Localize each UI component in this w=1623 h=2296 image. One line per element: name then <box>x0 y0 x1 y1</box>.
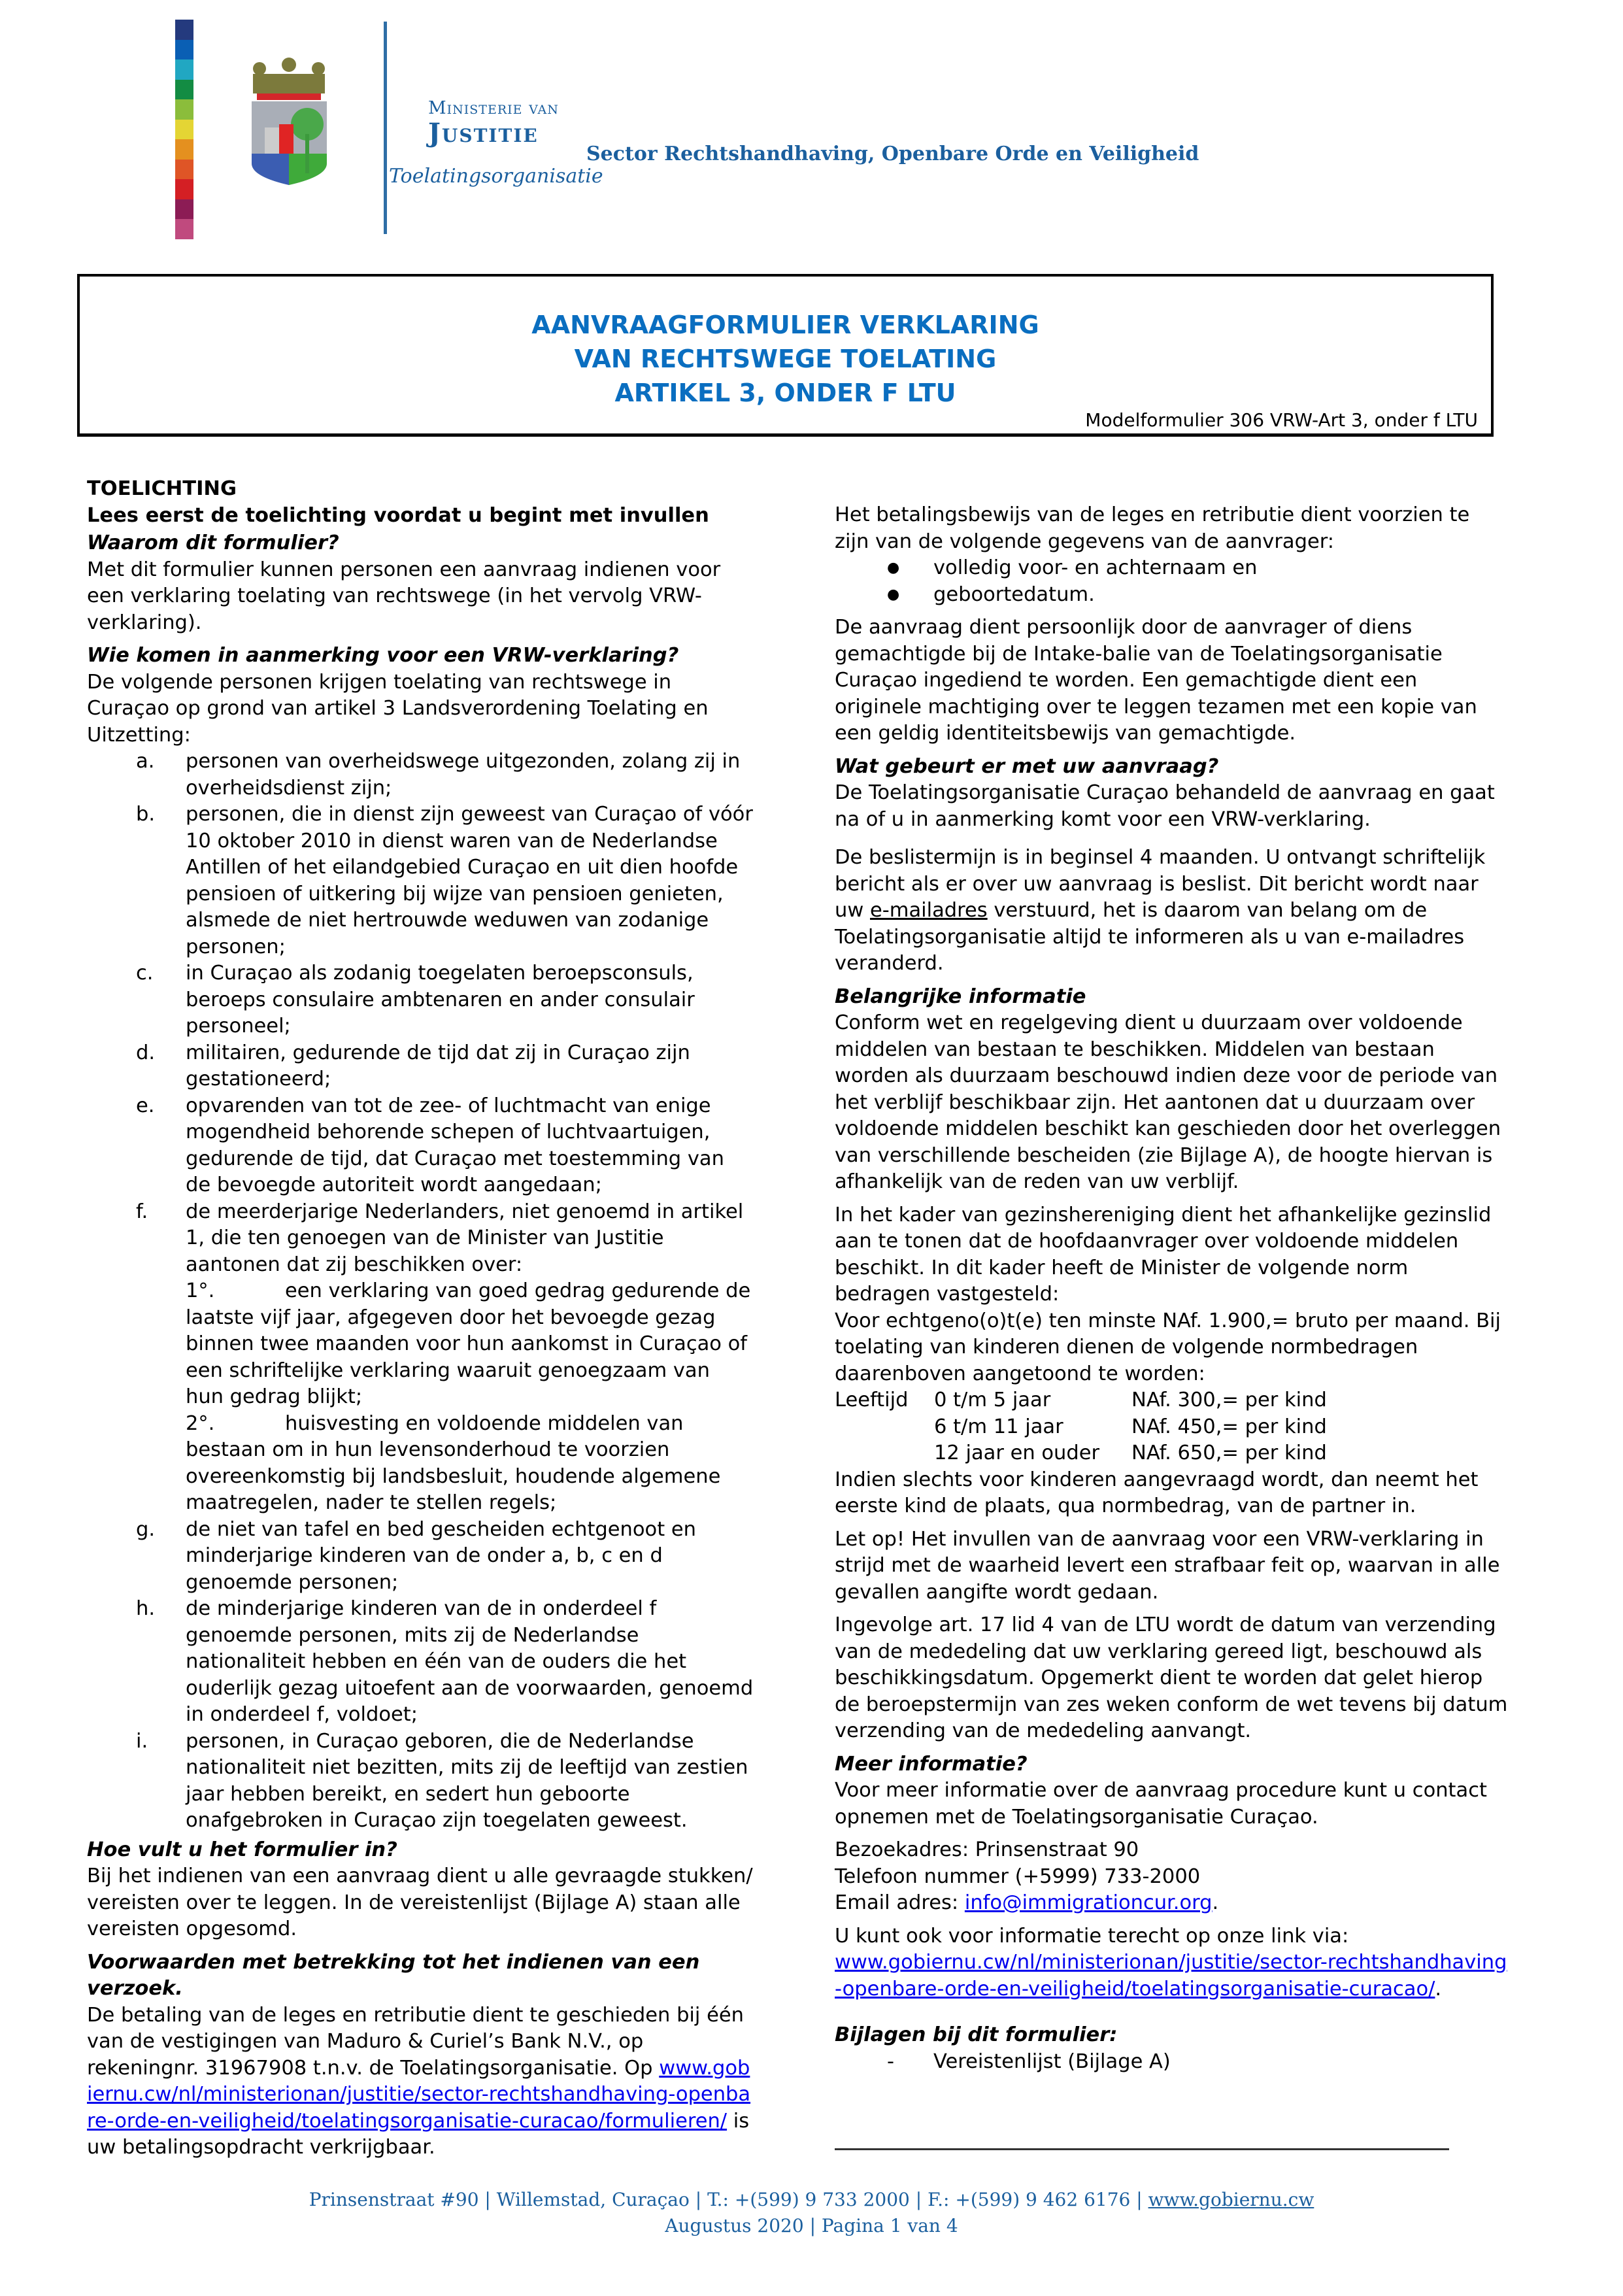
dash-icon: - <box>887 2050 895 2073</box>
paragraph-wie: De volgende personen krijgen toelating van rechtswege in Curaçao op grond van artikel 3 Landsverordening Toelating en Uitzetting: <box>87 670 709 747</box>
list-item: a. personen van overheidswege uitgezonden, zolang zij in overheidsdienst zijn; <box>136 750 741 800</box>
paragraph-beslistermijn: De beslistermijn is in beginsel 4 maanden. U ontvangt schriftelijk bericht als er over uw aanvraag is beslist. Dit bericht wordt naar uw e-mailadres verstuurd, het is daarom van belang om de Toelatingsorganisatie altijd te informeren als u van e-mailadres veranderd. <box>835 846 1486 975</box>
phone-number: Telefoon nummer (+5999) 733-2000 <box>835 1865 1201 1888</box>
table-row: 12 jaar en ouder NAf. 650,= per kind <box>934 1442 1327 1464</box>
email-link[interactable]: info@immigrationcur.org <box>964 1891 1213 1914</box>
list-item: g. de niet van tafel en bed gescheiden echtgenoot en minderjarige kinderen van de onder a, b, c en d genoemde personen; <box>136 1517 696 1594</box>
paragraph-echtgenoot: Voor echtgeno(o)t(e) ten minste NAf. 1.900,= bruto per maand. Bij toelating van kinderen dienen de volgende normbedragen daarenboven aangetoond te worden: <box>835 1309 1501 1385</box>
paragraph-aanvraag: De aanvraag dient persoonlijk door de aanvrager of diens gemachtigde bij de Intake-balie van de Toelatingsorganisatie Curaçao ingediend te worden. Een gemachtigde dient een originele machtiging over te leggen tezamen met een kopie van een geldig identiteitsbewijs van gemachtigde. <box>835 616 1477 745</box>
list-item: f. de meerderjarige Nederlanders, niet genoemd in artikel 1, die ten genoegen van de Minister van Justitie aantonen dat zij beschikken over: 1°. een verklaring van goed gedrag gedurende de laatste vijf jaar, afgegeven door het bevoegde gezag binnen twee maanden voor hun aankomst in Curaçao of een schriftelijke verklaring waaruit genoegzaam van hun gedrag blijkt; 2°. huisvesting en voldoende middelen van bestaan om in hun levensonderhoud te voorzien overeenkomstig bij landsbesluit, houdende algemene maatregelen, nader te stellen regels; <box>87 1199 754 1517</box>
heading-wat: Wat gebeurt er met uw aanvraag? <box>835 754 1219 778</box>
heading-waarom: Waarom dit formulier? <box>87 532 339 554</box>
title-box <box>77 274 1494 437</box>
color-stripe-block <box>175 40 193 60</box>
heading-wie: Wie komen in aanmerking voor een VRW-verklaring? <box>87 644 679 667</box>
color-stripe-block <box>175 20 193 40</box>
list-item: ● geboortedatum. <box>835 582 1508 609</box>
color-stripe-block <box>175 139 193 160</box>
color-stripe <box>175 20 193 239</box>
footer-page-info: Augustus 2020 | Pagina 1 van 4 <box>665 2215 958 2237</box>
table-row: Leeftijd 0 t/m 5 jaar NAf. 300,= per kind <box>835 1389 1327 1411</box>
paragraph-wat: De Toelatingsorganisatie Curaçao behandeld de aanvraag en gaat na of u in aanmerking komt voor een VRW-verklaring. <box>835 781 1495 831</box>
bullet-icon: ● <box>887 560 900 576</box>
color-stripe-block <box>175 59 193 80</box>
color-stripe-block <box>175 219 193 239</box>
payment-details-list <box>835 555 1508 608</box>
column-separator-line <box>835 2148 1449 2150</box>
title-line-2: VAN RECHTSWEGE TOELATING <box>574 345 997 373</box>
paragraph-hoe: Bij het indienen van een aanvraag dient u alle gevraagde stukken/ vereisten over te leggen. In de vereistenlijst (Bijlage A) staan alle vereisten opgesomd. <box>87 1865 753 1940</box>
bullet-icon: ● <box>887 586 900 603</box>
heading-hoe: Hoe vult u het formulier in? <box>87 1838 397 1861</box>
paragraph-waarom: Met dit formulier kunnen personen een aanvraag indienen voor een verklaring toelating van rechtswege (in het vervolg VRW-verklaring). <box>87 558 721 634</box>
sub-item: 2°. huisvesting en voldoende middelen van bestaan om in hun levensonderhoud te voorzien overeenkomstig bij landsbesluit, houdende algemene maatregelen, nader te stellen regels; <box>186 1411 721 1514</box>
eligibility-list <box>87 749 754 1834</box>
list-item: ● volledig voor- en achternaam en <box>835 555 1508 582</box>
footer-website-link[interactable]: www.gobiernu.cw <box>1148 2189 1314 2210</box>
section-heading-toelichting: TOELICHTING <box>87 477 237 500</box>
color-stripe-block <box>175 80 193 100</box>
paragraph-let-op: Let op! Het invullen van de aanvraag voor een VRW-verklaring in strijd met de waarheid levert een strafbaar feit op, waarvan in alle gevallen aangifte wordt gedaan. <box>835 1527 1500 1604</box>
forms-link[interactable]: www.gobiernu.cw/nl/ministerionan/justitie/sector-rechtshandhaving-openbare-orde-en-veiligheid/toelatingsorganisatie-curacao/formulieren/ <box>87 2056 751 2133</box>
model-form-number: Modelformulier 306 VRW-Art 3, onder f LTU <box>1085 409 1478 431</box>
coat-of-arms-icon <box>245 56 333 186</box>
heading-belangrijk: Belangrijke informatie <box>835 985 1086 1008</box>
list-item: i. personen, in Curaçao geboren, die de Nederlandse nationaliteit niet bezitten, mits zij de leeftijd van zestien jaar hebben bereikt, en sedert hun geboorte onafgebroken in Curaçao zijn toegelaten geweest. <box>136 1729 748 1832</box>
color-stripe-block <box>175 160 193 180</box>
ministry-label: Ministerie van <box>428 98 559 118</box>
read-first-note: Lees eerst de toelichting voordat u begint met invullen <box>87 503 709 527</box>
paragraph-indien: Indien slechts voor kinderen aangevraagd wordt, dan neemt het eerste kind de plaats, qua normbedrag, van de partner in. <box>835 1468 1479 1517</box>
sub-item: 1°. een verklaring van goed gedrag gedurende de laatste vijf jaar, afgegeven door het bevoegde gezag binnen twee maanden voor hun aankomst in Curaçao of een schriftelijke verklaring waaruit genoegzaam van hun gedrag blijkt; <box>186 1279 751 1408</box>
attachments-list <box>835 2049 1508 2076</box>
list-item: d. militairen, gedurende de tijd dat zij in Curaçao zijn gestationeerd; <box>136 1041 690 1090</box>
organisation-name: Toelatingsorganisatie <box>389 165 603 188</box>
color-stripe-block <box>175 199 193 220</box>
email-line: Email adres: info@immigrationcur.org. <box>835 1891 1219 1914</box>
link-intro: U kunt ook voor informatie terecht op onze link via: <box>835 1924 1349 1948</box>
footer-address: Prinsenstraat #90 | Willemstad, Curaçao | T.: +(599) 9 733 2000 | F.: +(599) 9 462 6176 | www.gobiernu.cw <box>309 2189 1314 2210</box>
list-item: c. in Curaçao als zodanig toegelaten beroepsconsuls, beroeps consulaire ambtenaren en ander consulair personeel; <box>136 962 695 1038</box>
paragraph-betaling: Het betalingsbewijs van de leges en retributie dient voorzien te zijn van de volgende gegevens van de aanvrager: <box>835 503 1470 553</box>
paragraph-gezin: In het kader van gezinshereniging dient het afhankelijke gezinslid aan te tonen dat de hoofdaanvrager over voldoende middelen beschikt. In dit kader heeft de Minister de volgende norm bedragen vastgesteld: <box>835 1203 1492 1306</box>
norm-amounts-table <box>835 1387 1327 1467</box>
table-row: 6 t/m 11 jaar NAf. 450,= per kind <box>934 1415 1327 1438</box>
website-line: www.gobiernu.cw/nl/ministerionan/justitie/sector-rechtshandhaving-openbare-orde-en-veiligheid/toelatingsorganisatie-curacao/. <box>835 1951 1507 2001</box>
color-stripe-block <box>175 120 193 140</box>
paragraph-belangrijk: Conform wet en regelgeving dient u duurzaam over voldoende middelen van bestaan te beschikken. Middelen van bestaan worden als duurzaam beschouwd indien deze voor de periode van het verblijf beschikbaar zijn. Het aantonen dat u duurzaam over voldoende middelen beschikt kan geschieden door het overleggen van verschillende bescheiden (zie Bijlage A), de hoogte hiervan is afhankelijk van de reden van uw verblijf. <box>835 1011 1501 1193</box>
sector-name: Sector Rechtshandhaving, Openbare Orde en Veiligheid <box>586 143 1199 165</box>
visit-address: Bezoekadres: Prinsenstraat 90 <box>835 1838 1139 1861</box>
header-divider <box>384 22 387 234</box>
heading-voorwaarden: Voorwaarden met betrekking tot het indienen van een verzoek. <box>87 1950 700 2000</box>
heading-bijlagen: Bijlagen bij dit formulier: <box>835 2023 1118 2046</box>
paragraph-ingevolge: Ingevolge art. 17 lid 4 van de LTU wordt de datum van verzending van de mededeling dat uw verklaring gereed ligt, beschouwd als beschikkingsdatum. Opgemerkt dient te worden dat gelet hierop de beroepstermijn van zes weken conform de wet tevens bij datum verzending van de mededeling aanvangt. <box>835 1613 1508 1742</box>
list-item: h. de minderjarige kinderen van de in onderdeel f genoemde personen, mits zij de Nederlandse nationaliteit hebben en één van de ouders die het ouderlijk gezag uitoefent aan de voorwaarden, genoemd in onderdeel f, voldoet; <box>136 1597 754 1726</box>
list-item: - Vereistenlijst (Bijlage A) <box>835 2049 1508 2076</box>
paragraph-meer: Voor meer informatie over de aanvraag procedure kunt u contact opnemen met de Toelatingsorganisatie Curaçao. <box>835 1779 1487 1829</box>
left-column <box>87 476 754 2168</box>
list-item: e. opvarenden van tot de zee- of luchtmacht van enige mogendheid behorende schepen of luchtvaartuigen, gedurende de tijd, dat Curaçao met toestemming van de bevoegde autoriteit wordt aangedaan; <box>136 1094 724 1196</box>
list-item: b. personen, die in dienst zijn geweest van Curaçao of vóór 10 oktober 2010 in dienst waren van de Nederlandse Antillen of het eilandgebied Curaçao en uit dien hoofde pensioen of uitkering bij wijze van pensioen genieten, alsmede de niet hertrouwde weduwen van zodanige personen; <box>136 803 753 958</box>
ministry-name: Justitie <box>428 118 539 148</box>
website-link[interactable]: www.gobiernu.cw/nl/ministerionan/justitie/sector-rechtshandhaving-openbare-orde-en-veiligheid/toelatingsorganisatie-curacao/ <box>835 1951 1507 2001</box>
paragraph-voorwaarden: De betaling van de leges en retributie dient te geschieden bij één van de vestigingen van Maduro & Curiel’s Bank N.V., op rekeningnr. 31967908 t.n.v. de Toelatingsorganisatie. Op www.gobiernu.cw/nl/ministerionan/justitie/sector-rechtshandhaving-openbare-orde-en-veiligheid/toelatingsorganisatie-curacao/formulieren/ is uw betalingsopdracht verkrijgbaar. <box>87 2003 751 2159</box>
title-line-3: ARTIKEL 3, ONDER F LTU <box>614 379 956 407</box>
title-line-1: AANVRAAGFORMULIER VERKLARING <box>531 311 1039 339</box>
heading-meer: Meer informatie? <box>835 1752 1028 1776</box>
color-stripe-block <box>175 179 193 199</box>
right-column <box>835 502 1508 2075</box>
color-stripe-block <box>175 99 193 120</box>
